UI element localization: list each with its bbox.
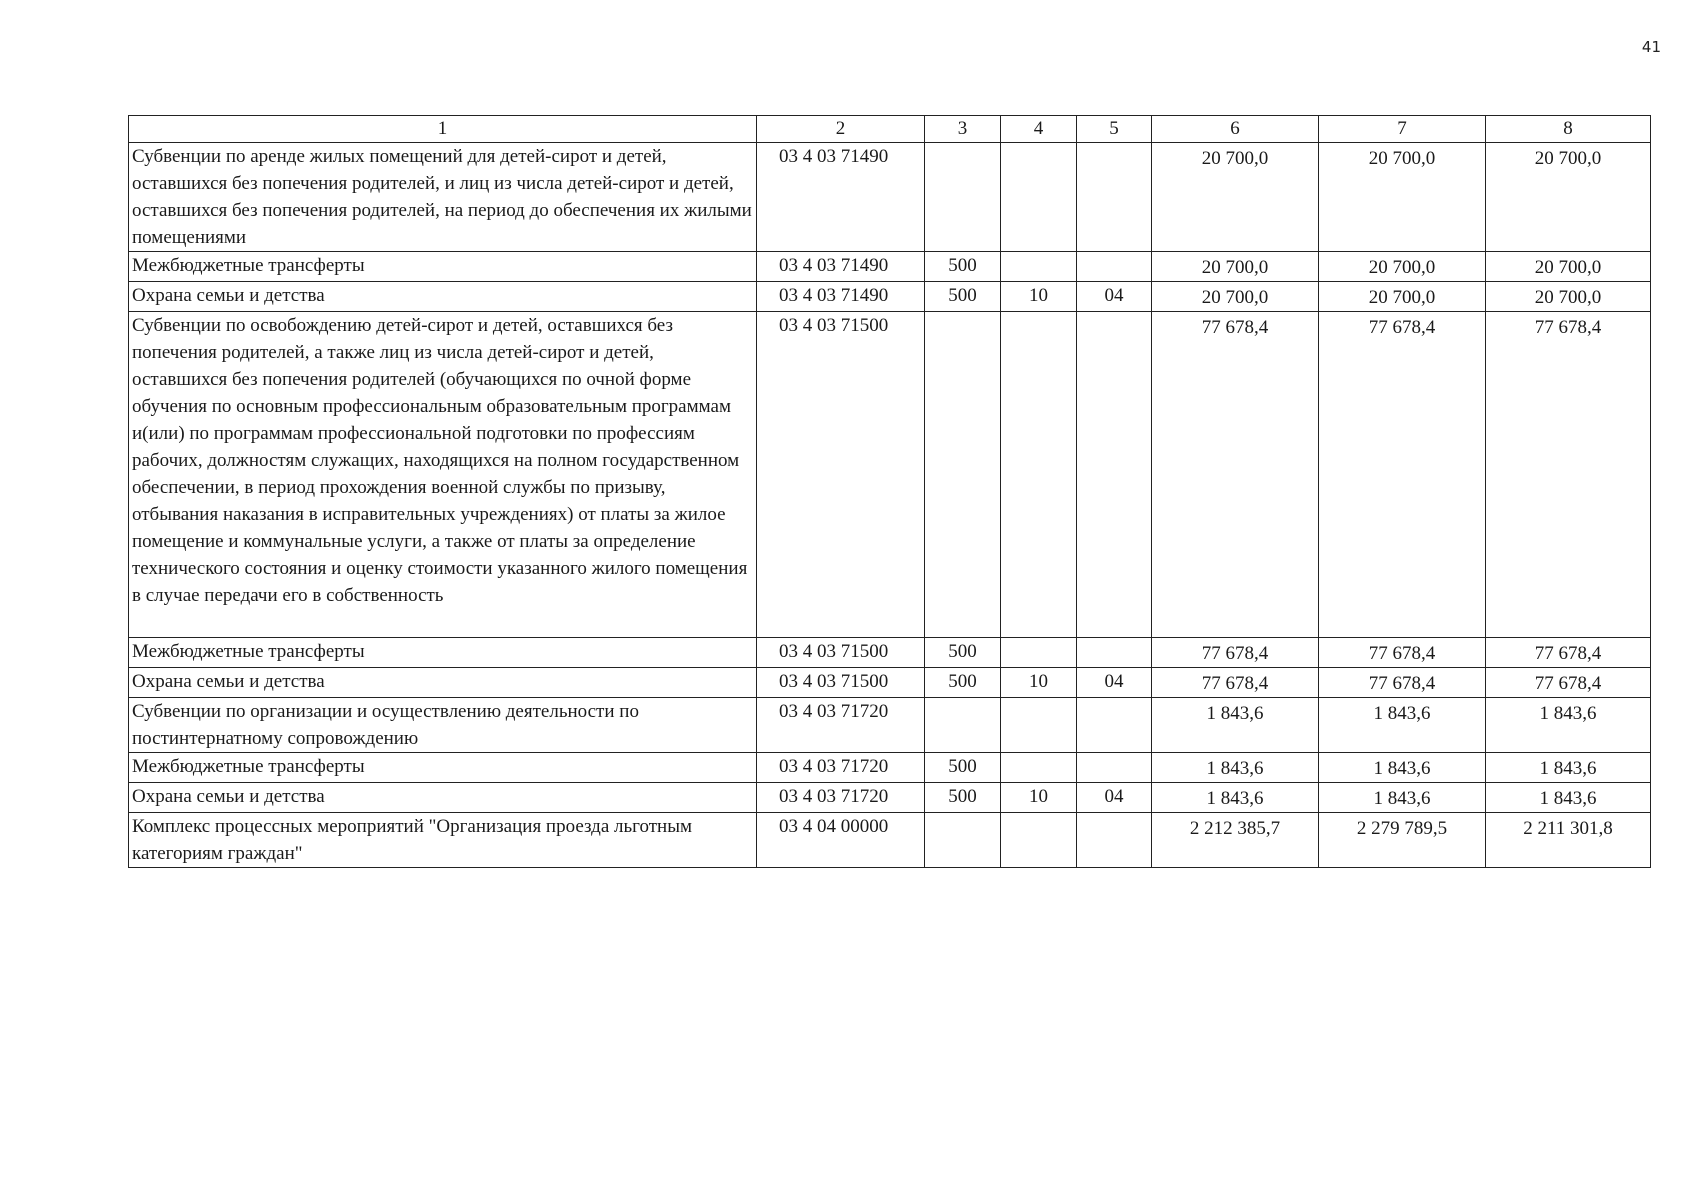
row-col-5 [1077,312,1152,638]
row-name: Охрана семьи и детства [129,282,757,312]
table-row [129,698,1651,753]
row-value-7: 20 700,0 [1319,282,1486,312]
row-col-3: 500 [925,783,1001,813]
row-col-5 [1077,698,1152,753]
row-col-4 [1001,143,1077,252]
row-col-4 [1001,698,1077,753]
row-col-4 [1001,753,1077,783]
row-value-6: 20 700,0 [1152,143,1319,252]
row-code: 03 4 03 71720 [757,698,925,753]
table-row [129,753,1651,783]
row-col-3: 500 [925,252,1001,282]
row-code: 03 4 03 71500 [757,668,925,698]
row-value-8: 1 843,6 [1486,753,1651,783]
row-value-8: 20 700,0 [1486,143,1651,252]
row-name: Охрана семьи и детства [129,783,757,813]
header-col-4: 4 [1001,116,1077,143]
row-col-5: 04 [1077,282,1152,312]
row-col-5 [1077,252,1152,282]
row-name: Субвенции по организации и осуществлению деятельности по постинтернатному сопровождению [129,698,757,753]
table-row [129,783,1651,813]
row-col-3: 500 [925,638,1001,668]
row-col-3 [925,143,1001,252]
row-value-6: 1 843,6 [1152,753,1319,783]
header-col-2: 2 [757,116,925,143]
row-value-8: 20 700,0 [1486,282,1651,312]
row-value-6: 2 212 385,7 [1152,813,1319,868]
row-col-5: 04 [1077,783,1152,813]
row-col-3: 500 [925,753,1001,783]
row-col-5 [1077,753,1152,783]
row-name: Субвенции по освобождению детей-сирот и детей, оставшихся без попечения родителей, а также лиц из числа детей-сирот и детей, оставшихся без попечения родителей (обучающихся по очной форме обучения по основным профессиональным образовательным программам и(или) по программам профессиональной подготовки по профессиям рабочих, должностям служащих, находящихся на полном государственном обеспечении, в период прохождения военной службы по призыву, отбывания наказания в исправительных учреждениях) от платы за жилое помещение и коммунальные услуги, а также от платы за определение технического состояния и оценку стоимости указанного жилого помещения в случае передачи его в собственность [129,312,757,638]
row-code: 03 4 03 71490 [757,282,925,312]
header-col-8: 8 [1486,116,1651,143]
page-number: 41 [1641,38,1661,56]
table-row [129,813,1651,868]
header-col-1: 1 [129,116,757,143]
row-code: 03 4 03 71490 [757,252,925,282]
row-col-4 [1001,638,1077,668]
table-row [129,143,1651,252]
row-col-5: 04 [1077,668,1152,698]
row-col-5 [1077,638,1152,668]
row-code: 03 4 03 71490 [757,143,925,252]
header-col-7: 7 [1319,116,1486,143]
table-row [129,282,1651,312]
row-col-5 [1077,813,1152,868]
table-row [129,668,1651,698]
header-col-5: 5 [1077,116,1152,143]
row-value-8: 1 843,6 [1486,783,1651,813]
row-col-4 [1001,813,1077,868]
row-value-7: 77 678,4 [1319,638,1486,668]
row-col-3 [925,813,1001,868]
row-col-4: 10 [1001,668,1077,698]
row-name: Субвенции по аренде жилых помещений для детей-сирот и детей, оставшихся без попечения родителей, и лиц из числа детей-сирот и детей, оставшихся без попечения родителей, на период до обеспечения их жилыми помещениями [129,143,757,252]
table-row [129,312,1651,638]
row-value-8: 1 843,6 [1486,698,1651,753]
row-col-4: 10 [1001,282,1077,312]
budget-table [128,115,1651,868]
row-value-7: 1 843,6 [1319,783,1486,813]
row-name: Межбюджетные трансферты [129,753,757,783]
row-col-4 [1001,312,1077,638]
row-col-5 [1077,143,1152,252]
row-value-8: 77 678,4 [1486,668,1651,698]
row-value-6: 77 678,4 [1152,668,1319,698]
row-code: 03 4 04 00000 [757,813,925,868]
row-value-7: 1 843,6 [1319,753,1486,783]
header-row [129,116,1651,143]
row-name: Межбюджетные трансферты [129,638,757,668]
row-value-6: 1 843,6 [1152,783,1319,813]
row-name: Комплекс процессных мероприятий "Организация проезда льготным категориям граждан" [129,813,757,868]
row-name: Охрана семьи и детства [129,668,757,698]
row-value-8: 20 700,0 [1486,252,1651,282]
row-value-7: 2 279 789,5 [1319,813,1486,868]
row-value-6: 1 843,6 [1152,698,1319,753]
header-col-6: 6 [1152,116,1319,143]
row-value-6: 20 700,0 [1152,252,1319,282]
row-col-3: 500 [925,282,1001,312]
row-value-7: 77 678,4 [1319,312,1486,638]
row-value-6: 77 678,4 [1152,638,1319,668]
table-row [129,638,1651,668]
row-col-3: 500 [925,668,1001,698]
row-value-7: 20 700,0 [1319,252,1486,282]
row-value-6: 77 678,4 [1152,312,1319,638]
row-col-3 [925,312,1001,638]
row-value-7: 77 678,4 [1319,668,1486,698]
row-code: 03 4 03 71500 [757,638,925,668]
row-col-4: 10 [1001,783,1077,813]
row-col-3 [925,698,1001,753]
row-value-7: 1 843,6 [1319,698,1486,753]
row-code: 03 4 03 71720 [757,753,925,783]
row-value-7: 20 700,0 [1319,143,1486,252]
row-value-8: 77 678,4 [1486,312,1651,638]
row-code: 03 4 03 71720 [757,783,925,813]
row-value-8: 2 211 301,8 [1486,813,1651,868]
row-name: Межбюджетные трансферты [129,252,757,282]
row-code: 03 4 03 71500 [757,312,925,638]
row-value-6: 20 700,0 [1152,282,1319,312]
header-col-3: 3 [925,116,1001,143]
table-row [129,252,1651,282]
row-value-8: 77 678,4 [1486,638,1651,668]
row-col-4 [1001,252,1077,282]
